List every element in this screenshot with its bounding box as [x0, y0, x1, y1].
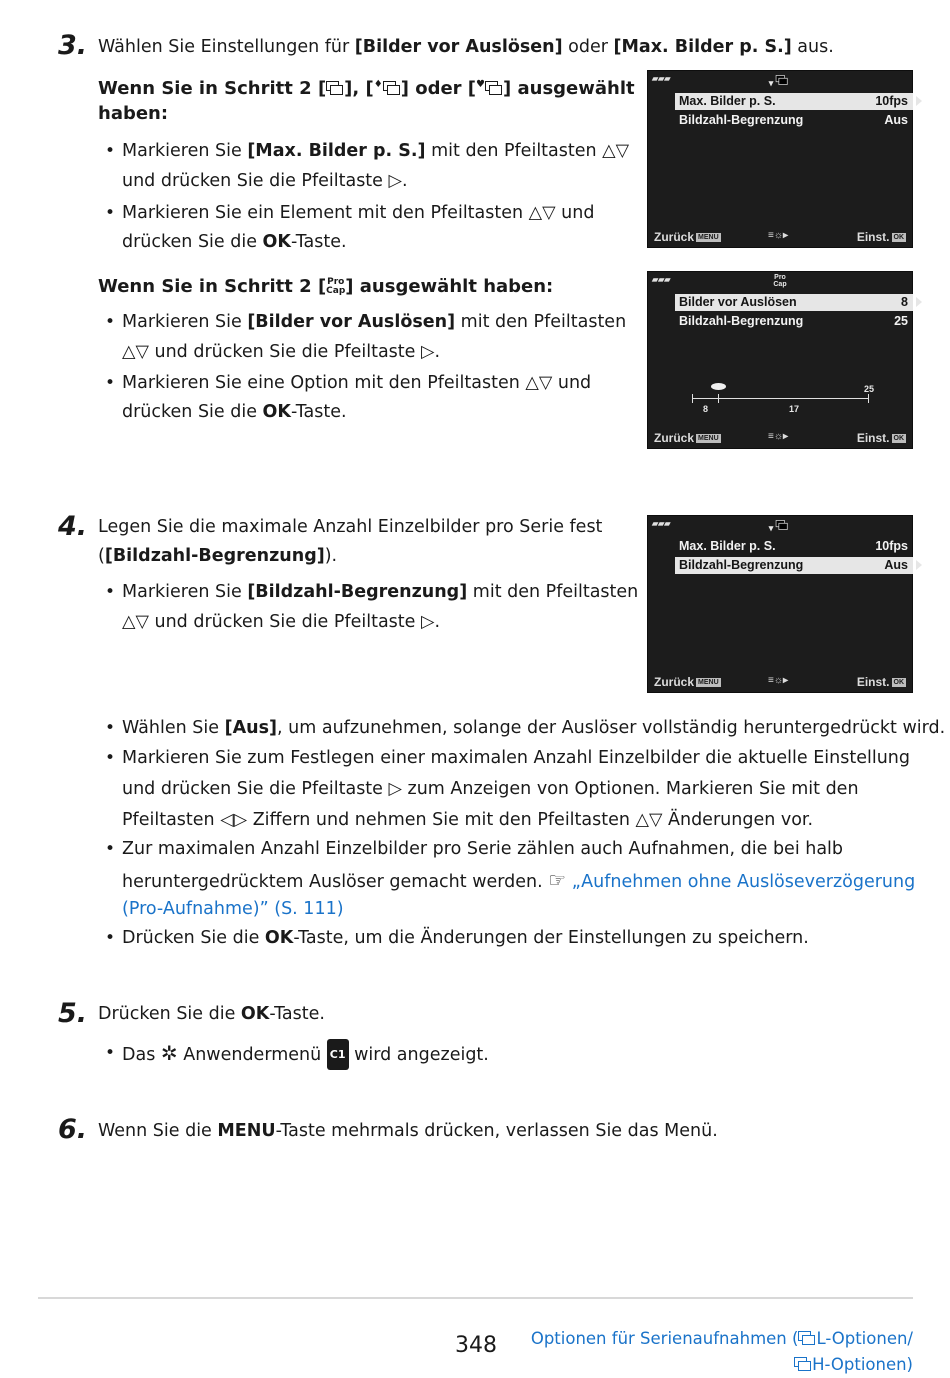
text: Drücken Sie die — [122, 928, 265, 948]
step4-b3-line2 — [122, 775, 859, 804]
left-right-arrows-icon: ◁▷ — [220, 810, 248, 830]
row-label: Bildzahl-Begrenzung — [679, 314, 804, 328]
text: OK — [240, 1004, 270, 1024]
text: -Taste. — [269, 1004, 325, 1024]
text: mit den Pfeiltasten — [455, 312, 627, 332]
sequential-icon — [794, 1357, 812, 1371]
slider-mid-label: 17 — [789, 404, 800, 414]
battery-icon: ▰▰▰ — [652, 275, 671, 284]
page-number: 348 — [455, 1333, 497, 1358]
bullet-dot: • — [105, 839, 116, 859]
up-down-arrows-icon: △▽ — [525, 373, 553, 393]
footer-section-link[interactable] — [531, 1326, 913, 1378]
text: ] ausgewählt haben: — [345, 276, 554, 297]
text: -Taste mehrmals drücken, verlassen Sie das Menü. — [275, 1121, 718, 1141]
text: Zurück — [654, 431, 695, 445]
text: heruntergedrücktem Auslöser gemacht werden. — [122, 872, 549, 892]
text: Cap — [773, 281, 787, 288]
up-down-arrows-icon: △▽ — [122, 342, 149, 362]
step-number-5: 5. — [58, 998, 88, 1029]
battery-icon: ▰▰▰ — [652, 519, 671, 528]
text: und — [552, 373, 592, 393]
bullet-dot: • — [105, 373, 116, 393]
menu-row-frame-limit[interactable] — [675, 112, 913, 129]
text: OK — [262, 232, 291, 252]
text: [Aus] — [224, 718, 278, 738]
bullet-dot: • — [105, 203, 116, 223]
step3-b2-line1 — [122, 199, 594, 228]
step3-b3-line2 — [122, 338, 440, 367]
up-down-arrows-icon: △▽ — [528, 203, 556, 223]
text: und drücken Sie die Pfeiltaste — [148, 612, 421, 632]
camera-menu-screen-1 — [647, 70, 913, 248]
c1-tab-icon: C1 — [327, 1039, 349, 1070]
text: und drücken Sie die Pfeiltaste — [122, 171, 389, 191]
row-value: Aus — [884, 113, 908, 127]
silent-mark: ♥ — [476, 79, 485, 90]
text: Zurück — [654, 675, 695, 689]
text: Wählen Sie — [122, 718, 225, 738]
camera-menu-screen-2 — [647, 271, 913, 449]
ok-key-icon: OK — [893, 435, 904, 442]
bullet-dot: • — [105, 582, 116, 602]
bullet-dot: • — [105, 141, 116, 161]
slider-tick — [718, 394, 719, 403]
text: H-Optionen) — [812, 1355, 913, 1374]
text: oder — [562, 37, 614, 57]
step3-sub1-heading-line2: haben: — [98, 103, 169, 124]
text: Ziffern und nehmen Sie mit den Pfeiltasten — [247, 810, 636, 830]
text: [Bildzahl-Begrenzung] — [104, 546, 325, 566]
text: Pro — [774, 274, 786, 281]
text: OK — [264, 928, 294, 948]
step4-b4-line2 — [122, 866, 915, 897]
bullet-dot: • — [105, 748, 116, 768]
back-label — [654, 675, 721, 689]
text: Einst. — [856, 230, 890, 244]
set-label — [857, 230, 906, 244]
step3-b4-line2 — [122, 398, 347, 427]
text: Cap — [326, 286, 346, 296]
text: Zurück — [654, 230, 695, 244]
text: Wenn Sie die — [98, 1121, 218, 1141]
settings-icon: ≡☼▸ — [768, 431, 789, 442]
step4-line2 — [98, 542, 337, 571]
right-arrow-icon: ▷ — [388, 779, 402, 799]
text: Wenn Sie in Schritt 2 [ — [98, 276, 327, 297]
row-label: Bilder vor Auslösen — [679, 295, 797, 309]
sequential-low-icon — [326, 81, 344, 95]
row-value: 25 — [894, 314, 908, 328]
sequential-icon — [798, 1331, 816, 1345]
reference-hand-icon: ☞ — [548, 868, 567, 892]
text: Einst. — [856, 431, 890, 445]
text: ( — [98, 546, 105, 566]
step4-b5 — [122, 924, 809, 953]
text: [Max. Bilder p. S.] — [613, 37, 792, 57]
text: drücken Sie die — [122, 232, 263, 252]
text: Das — [122, 1045, 161, 1065]
screen-footer — [648, 675, 912, 689]
row-label: Max. Bilder p. S. — [679, 94, 776, 108]
right-arrow-icon: ▷ — [388, 171, 402, 191]
step3-b3-line1 — [122, 308, 626, 337]
step5-line1 — [98, 1000, 325, 1029]
text: mit den Pfeiltasten — [425, 141, 603, 161]
step5-b1 — [122, 1039, 489, 1070]
text: -Taste. — [290, 232, 347, 252]
step4-b4-line1: Zur maximalen Anzahl Einzelbilder pro Serie zählen auch Aufnahmen, die bei halb — [122, 839, 844, 859]
text: aus. — [791, 37, 834, 57]
text: . — [434, 342, 441, 362]
text: Drücken Sie die — [98, 1004, 241, 1024]
text: Pfeiltasten — [122, 810, 221, 830]
menu-key-icon: MENU — [698, 435, 719, 442]
row-value: 10fps — [875, 539, 908, 553]
bullet-dot: • — [105, 928, 116, 948]
row-value: 8 — [901, 295, 908, 309]
text: drücken Sie die — [122, 402, 263, 422]
slider-knob[interactable] — [711, 383, 726, 390]
step3-b2-line2 — [122, 228, 347, 257]
right-arrow-icon: ▷ — [420, 342, 435, 362]
set-label — [857, 431, 906, 445]
text: Markieren Sie — [122, 312, 248, 332]
text: [Bilder vor Auslösen] — [354, 37, 563, 57]
settings-icon: ≡☼▸ — [768, 230, 789, 241]
row-label: Bildzahl-Begrenzung — [679, 558, 804, 572]
link-pro-capture-line2[interactable]: (Pro-Aufnahme)” (S. 111) — [122, 899, 344, 919]
bullet-dot: • — [105, 1043, 116, 1063]
footer-divider — [38, 1297, 913, 1299]
text: und drücken Sie die Pfeiltaste — [148, 342, 421, 362]
text: ], [ — [344, 78, 374, 99]
step6-line1 — [98, 1117, 718, 1146]
text: Markieren Sie — [122, 582, 248, 602]
up-down-arrows-icon: △▽ — [635, 810, 663, 830]
back-label — [654, 431, 721, 445]
link-pro-capture[interactable]: „Aufnehmen ohne Auslöseverzögerung — [571, 872, 916, 892]
step3-sub1-heading — [98, 70, 635, 103]
text: -Taste, um die Änderungen der Einstellungen zu speichern. — [293, 928, 809, 948]
set-label — [857, 675, 906, 689]
text: . — [401, 171, 408, 191]
screen-footer — [648, 230, 912, 244]
text: Pro — [327, 277, 345, 287]
text: OK — [262, 402, 291, 422]
up-down-arrows-icon: △▽ — [122, 612, 149, 632]
text: L-Optionen/ — [816, 1329, 913, 1348]
step4-b3-line3 — [122, 806, 813, 835]
text: Wenn Sie in Schritt 2 [ — [98, 78, 327, 99]
silent-sequential-low-icon — [383, 81, 401, 95]
text: und drücken Sie die Pfeiltaste — [122, 779, 389, 799]
slider-tick — [868, 394, 869, 403]
settings-icon: ≡☼▸ — [768, 675, 789, 686]
text: Wählen Sie Einstellungen für — [98, 37, 355, 57]
step4-b1-line2 — [122, 608, 440, 637]
up-down-arrows-icon: △▽ — [602, 141, 630, 161]
pro-capture-icon — [326, 278, 345, 296]
text: Markieren Sie — [122, 141, 248, 161]
slider-min-label: 8 — [703, 404, 709, 414]
menu-row-max-fps[interactable] — [675, 538, 913, 555]
row-label: Max. Bilder p. S. — [679, 539, 776, 553]
screen-title — [648, 518, 912, 533]
text: Einst. — [856, 675, 890, 689]
text: mit den Pfeiltasten — [467, 582, 639, 602]
text: [Bildzahl-Begrenzung] — [247, 582, 468, 602]
step4-line1: Legen Sie die maximale Anzahl Einzelbilder pro Serie fest — [98, 517, 603, 537]
silent-mark: ♦ — [373, 79, 383, 90]
text: MENU — [217, 1121, 276, 1141]
menu-row-pre-shots[interactable] — [675, 294, 913, 311]
gear-icon: ✲ — [160, 1041, 178, 1065]
screen-title — [648, 73, 912, 88]
sequential-icon — [776, 75, 789, 85]
text: Markieren Sie eine Option mit den Pfeiltasten — [122, 373, 526, 393]
ok-key-icon: OK — [893, 679, 904, 686]
text: Änderungen vor. — [662, 810, 814, 830]
silent-sequential-low-icon — [485, 81, 503, 95]
text: Optionen für Serienaufnahmen ( — [530, 1329, 799, 1348]
text: ). — [324, 546, 338, 566]
text: , um aufzunehmen, solange der Auslöser vollständig heruntergedrückt wird. — [277, 718, 946, 738]
menu-row-frame-limit[interactable] — [675, 557, 913, 574]
bullet-dot: • — [105, 718, 116, 738]
text: -Taste. — [290, 402, 347, 422]
text: [Bilder vor Auslösen] — [247, 312, 456, 332]
step4-b2 — [122, 714, 945, 743]
battery-icon: ▰▰▰ — [652, 74, 671, 83]
step-number-4: 4. — [58, 511, 88, 542]
menu-key-icon: MENU — [698, 234, 719, 241]
step-number-6: 6. — [58, 1114, 88, 1145]
step3-intro — [98, 33, 834, 62]
text: Anwendermenü — [177, 1045, 327, 1065]
text: ▾ — [768, 523, 774, 533]
step4-b1-line1 — [122, 578, 638, 607]
menu-row-frame-limit[interactable] — [675, 313, 913, 330]
ok-key-icon: OK — [893, 234, 904, 241]
step3-b4-line1 — [122, 369, 591, 398]
text: . — [434, 612, 441, 632]
camera-menu-screen-3 — [647, 515, 913, 693]
step3-b1-line1 — [122, 137, 629, 166]
text: wird angezeigt. — [348, 1045, 489, 1065]
back-label — [654, 230, 721, 244]
text: und — [555, 203, 595, 223]
text: [Max. Bilder p. S.] — [247, 141, 426, 161]
row-label: Bildzahl-Begrenzung — [679, 113, 804, 127]
text: Markieren Sie ein Element mit den Pfeiltasten — [122, 203, 529, 223]
right-arrow-icon: ▷ — [420, 612, 435, 632]
row-value: Aus — [884, 558, 908, 572]
sequential-icon — [776, 520, 789, 530]
slider-max-label: 25 — [864, 384, 875, 394]
text: zum Anzeigen von Optionen. Markieren Sie mit den — [401, 779, 859, 799]
screen-title — [648, 274, 912, 288]
screen-footer — [648, 431, 912, 445]
text: ] ausgewählt — [503, 78, 635, 99]
step-number-3: 3. — [58, 30, 88, 61]
menu-key-icon: MENU — [698, 679, 719, 686]
text: ▾ — [768, 78, 774, 88]
step3-b1-line2 — [122, 167, 408, 196]
row-value: 10fps — [875, 94, 908, 108]
step3-sub2-heading — [98, 272, 553, 301]
menu-row-max-fps[interactable] — [675, 93, 913, 110]
slider-tick — [692, 394, 693, 403]
bullet-dot: • — [105, 312, 116, 332]
step4-b3-line1: Markieren Sie zum Festlegen einer maximalen Anzahl Einzelbilder die aktuelle Einstellung — [122, 748, 910, 768]
text: ] oder [ — [400, 78, 477, 99]
